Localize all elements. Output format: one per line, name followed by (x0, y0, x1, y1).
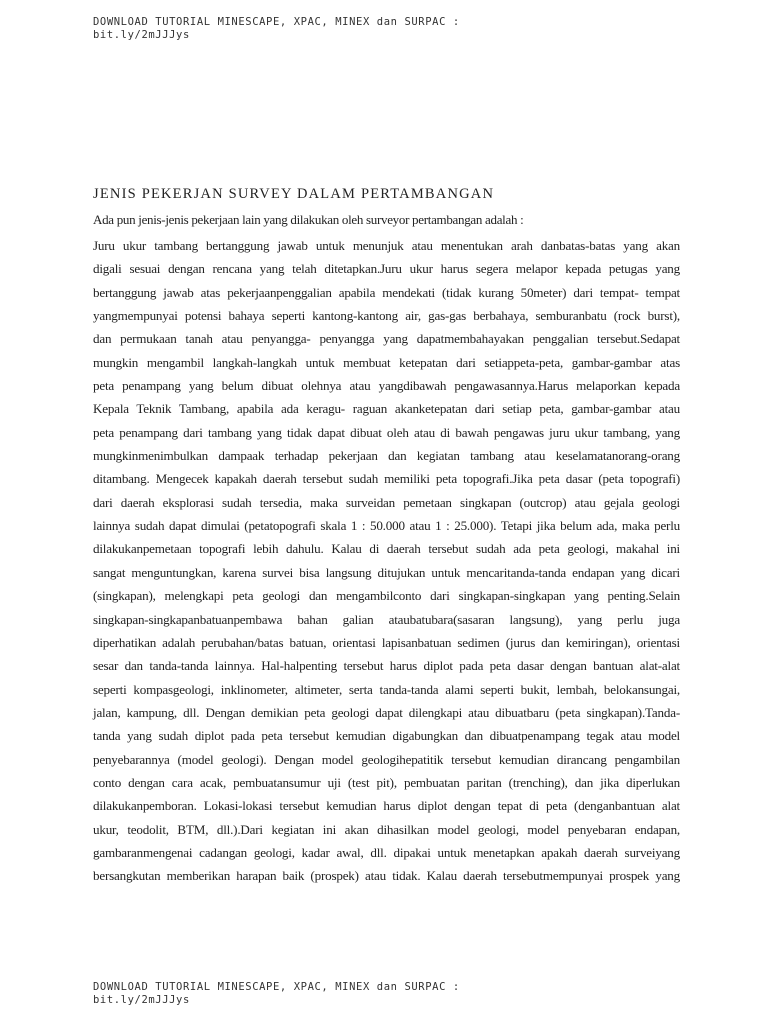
body-line: seperti kompasgeologi, inklinometer, altimeter, serta tanda-tanda alami seperti bukit, lembah, belokansungai, (93, 681, 680, 697)
body-line: dan permukaan tanah atau penyangga- penyangga yang dapatmembahayakan penggalian tersebut.Sedapat (93, 331, 680, 347)
body-line: Juru ukur tambang bertanggung jawab untuk menunjuk atau menentukan arah danbatas-batas yang akan (93, 238, 680, 253)
body-line: mungkinmenimbulkan dampaak terhadap pekerjaan dan kegiatan tambang atau keselamatanorang-orang (93, 448, 680, 464)
body-line: singkapan-singkapanbatuanpembawa bahan galian ataubatubara(sasaran langsung), yang perlu juga (93, 611, 680, 627)
body-line: bersangkutan memberikan harapan baik (prospek) atau tidak. Kalau daerah tersebutmempunyai prospek yang (93, 868, 680, 884)
body-line: ditambang. Mengecek kapakah daerah tersebut sudah memiliki peta topografi.Jika peta dasar (peta topografi) (93, 471, 680, 487)
body-line: Kepala Teknik Tambang, apabila ada keragu- raguan akanketepatan dari setiap peta, gambar-gambar atau (93, 401, 680, 417)
document-title: JENIS PEKERJAN SURVEY DALAM PERTAMBANGAN (93, 186, 495, 202)
body-line: sangat menguntungkan, karena survei bisa langsung ditujukan untuk mencaritanda-tanda endapan yang dicari (93, 564, 680, 580)
body-line: dilakukanpemboran. Lokasi-lokasi tersebut kemudian harus diplot dengan tepat di peta (denganbantuan alat (93, 798, 680, 814)
body-line: bertanggung jawab atas pekerjaanpenggalian apabila mendekati (tidak kurang 50meter) dari tempat- tempat (93, 284, 680, 300)
page-footer (93, 981, 693, 1007)
footer-link-text: bit.ly/2mJJJys (93, 994, 190, 1006)
footer-download-text: DOWNLOAD TUTORIAL MINESCAPE, XPAC, MINEX dan SURPAC : (93, 981, 460, 993)
header-link-text: bit.ly/2mJJJys (93, 29, 190, 41)
body-line: peta penampang dari tambang yang tidak dapat dibuat oleh atau di bawah pengawas juru ukur tambang, yang (93, 424, 680, 440)
body-line: jalan, kampung, dll. Dengan demikian peta geologi dapat dilengkapi atau dibuatbaru (peta singkapan).Tanda- (93, 704, 680, 720)
body-line: ukur, teodolit, BTM, dll.).Dari kegiatan ini akan dihasilkan model geologi, model penyebaran endapan, (93, 821, 680, 837)
body-line: gambaranmengenai cadangan geologi, kadar awal, dll. dipakai untuk menetapkan apakah daerah surveiyang (93, 844, 680, 860)
page-header (93, 16, 693, 42)
body-line: penyebarannya (model geologi). Dengan model geologihepatitik tersebut kemudian dirancang pengambilan (93, 751, 680, 767)
body-line: peta penampang yang belum dibuat olehnya atau yangdibawah pengawasannya.Harus melaporkan kepada (93, 378, 680, 394)
header-download-text: DOWNLOAD TUTORIAL MINESCAPE, XPAC, MINEX dan SURPAC : (93, 16, 460, 28)
body-line: lainnya sudah dapat dimulai (petatopografi skala 1 : 50.000 atau 1 : 25.000). Tetapi jika belum ada, maka perlu (93, 518, 680, 534)
body-line: yangmempunyai potensi bahaya seperti kantong-kantong air, gas-gas berbahaya, semburanbatu (rock burst), (93, 308, 680, 324)
body-paragraph (93, 234, 680, 888)
body-line: tanda yang sudah diplot pada peta tersebut kemudian digabungkan dan dibuatpenampang tegak atau model (93, 728, 680, 744)
body-line: conto dengan cara acak, pembuatansumur uji (test pit), pembuatan paritan (trenching), dan jika diperlukan (93, 774, 680, 790)
body-line: (singkapan), melengkapi peta geologi dan mengambilconto dari singkapan-singkapan yang penting.Selain (93, 588, 680, 604)
body-line: sesar dan tanda-tanda lainnya. Hal-halpenting tersebut harus diplot pada peta dasar dengan bantuan alat-alat (93, 658, 680, 674)
body-line: digali sesuai dengan rencana yang telah ditetapkan.Juru ukur harus segera melapor kepada petugas yang (93, 261, 680, 277)
intro-paragraph: Ada pun jenis-jenis pekerjaan lain yang dilakukan oleh surveyor pertambangan adalah : (93, 212, 524, 227)
body-line: mungkin mengambil langkah-langkah untuk membuat ketepatan dari setiappeta-peta, gambar-gambar atas (93, 354, 680, 370)
body-line: diperhatikan adalah perubahan/batas batuan, orientasi lapisanbatuan sedimen (jurus dan kemiringan), orientasi (93, 634, 680, 650)
body-line: dari daerah eksplorasi sudah tersedia, maka surveidan pemetaan singkapan (outcrop) atau gejala geologi (93, 494, 680, 510)
body-line: dilakukanpemetaan topografi lebih dahulu. Kalau di daerah tersebut sudah ada peta geologi, makahal ini (93, 541, 680, 557)
